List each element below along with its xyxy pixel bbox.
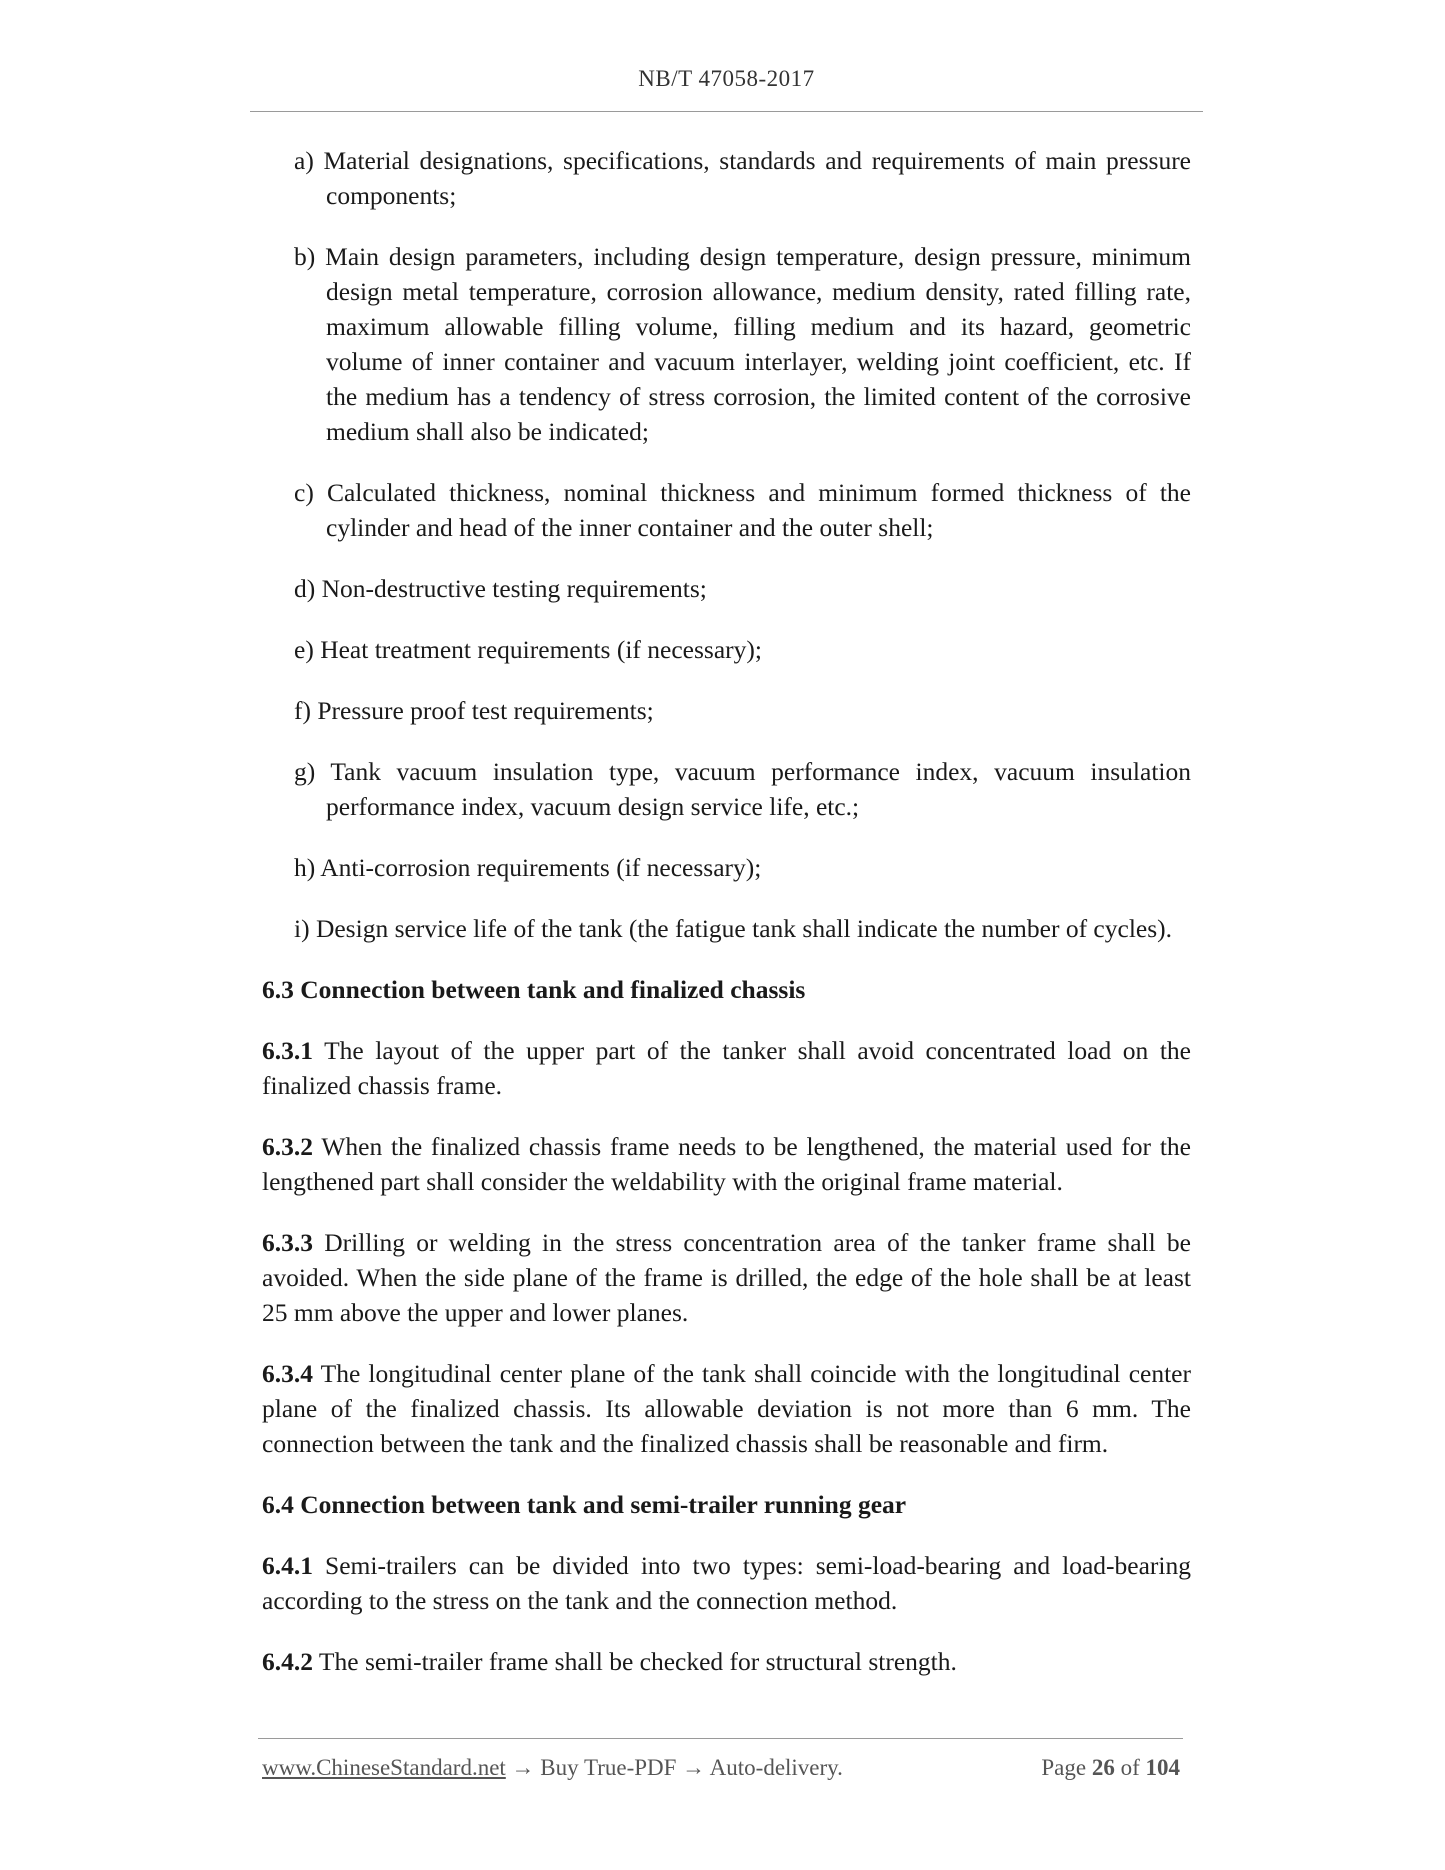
- clause-6-4-1: [262, 1548, 1191, 1618]
- list-item: [262, 754, 1191, 824]
- page-current: 26: [1091, 1755, 1115, 1780]
- list-item-text: Heat treatment requirements (if necessary);: [320, 635, 762, 664]
- list-item: [262, 571, 1191, 606]
- list-item-text: Main design parameters, including design temperature, design pressure, minimum design metal temperature, corrosion allowance, medium density, rated filling rate, maximum allowable filling volume, filling medium and its hazard, geometric volume of inner container and vacuum interlayer, welding joint coefficient, etc. If the medium has a tendency of stress corrosion, the limited content of the corrosive medium shall also be indicated;: [325, 242, 1191, 446]
- section-heading-6-4: 6.4 Connection between tank and semi-trailer running gear: [262, 1490, 907, 1519]
- clause-text: Drilling or welding in the stress concentration area of the tanker frame shall be avoided. When the side plane of the frame is drilled, the edge of the hole shall be at least 25 mm above the upper and lower planes.: [262, 1228, 1191, 1327]
- site-link[interactable]: www.ChineseStandard.net: [262, 1755, 506, 1780]
- list-item: [262, 693, 1191, 728]
- list-item-text: Material designations, specifications, standards and requirements of main pressure components;: [323, 146, 1191, 210]
- document-body: [262, 143, 1191, 1705]
- clause-number: 6.3.2: [262, 1132, 313, 1161]
- clause-number: 6.4.1: [262, 1551, 313, 1580]
- list-item: [262, 911, 1191, 946]
- clause-number: 6.3.1: [262, 1036, 313, 1065]
- clause-text: When the finalized chassis frame needs to be lengthened, the material used for the lengthened part shall consider the weldability with the original frame material.: [262, 1132, 1191, 1196]
- list-item: [262, 475, 1191, 545]
- list-item-text: Tank vacuum insulation type, vacuum performance index, vacuum insulation performance index, vacuum design service life, etc.;: [326, 757, 1191, 821]
- list-item: [262, 239, 1191, 449]
- clause-6-3-1: [262, 1033, 1191, 1103]
- list-marker: a): [294, 146, 314, 175]
- list-item: [262, 632, 1191, 667]
- clause-text: The longitudinal center plane of the tank shall coincide with the longitudinal center plane of the finalized chassis. Its allowable deviation is not more than 6 mm. The connection between the tank and the finalized chassis shall be reasonable and firm.: [262, 1359, 1191, 1458]
- clause-text: Semi-trailers can be divided into two types: semi-load-bearing and load-bearing according to the stress on the tank and the connection method.: [262, 1551, 1192, 1615]
- list-item-text: Non-destructive testing requirements;: [321, 574, 707, 603]
- page-of: of: [1120, 1755, 1140, 1780]
- footer-trail-text: → Buy True-PDF → Auto-delivery.: [505, 1755, 843, 1780]
- clause-6-3-3: [262, 1225, 1191, 1330]
- page-number: [1041, 1755, 1180, 1781]
- footer-left: [262, 1755, 843, 1781]
- header-divider: [250, 111, 1203, 112]
- clause-6-4-2: [262, 1644, 1191, 1679]
- list-marker: f): [294, 696, 311, 725]
- list-item-text: Pressure proof test requirements;: [317, 696, 654, 725]
- list-marker: g): [294, 757, 316, 786]
- clause-6-3-4: [262, 1356, 1191, 1461]
- list-marker: e): [294, 635, 314, 664]
- list-item-text: Anti-corrosion requirements (if necessary);: [320, 853, 762, 882]
- list-marker: i): [294, 914, 310, 943]
- page-header: NB/T 47058-2017: [638, 66, 815, 91]
- clause-number: 6.4.2: [262, 1647, 313, 1676]
- page-total: 104: [1145, 1755, 1180, 1780]
- list-marker: d): [294, 574, 316, 603]
- clause-number: 6.3.3: [262, 1228, 313, 1257]
- page-label: Page: [1041, 1755, 1087, 1780]
- list-item: [262, 850, 1191, 885]
- list-item-text: Design service life of the tank (the fatigue tank shall indicate the number of cycles).: [315, 914, 1173, 943]
- section-heading-6-3: 6.3 Connection between tank and finalized chassis: [262, 975, 806, 1004]
- clause-6-3-2: [262, 1129, 1191, 1199]
- list-marker: b): [294, 242, 316, 271]
- list-item: [262, 143, 1191, 213]
- list-marker: h): [294, 853, 316, 882]
- footer-divider: [258, 1738, 1183, 1739]
- list-item-text: Calculated thickness, nominal thickness and minimum formed thickness of the cylinder and head of the inner container and the outer shell;: [326, 478, 1192, 542]
- clause-number: 6.3.4: [262, 1359, 313, 1388]
- clause-text: The layout of the upper part of the tanker shall avoid concentrated load on the finalized chassis frame.: [262, 1036, 1191, 1100]
- clause-text: The semi-trailer frame shall be checked for structural strength.: [318, 1647, 957, 1676]
- list-marker: c): [294, 478, 314, 507]
